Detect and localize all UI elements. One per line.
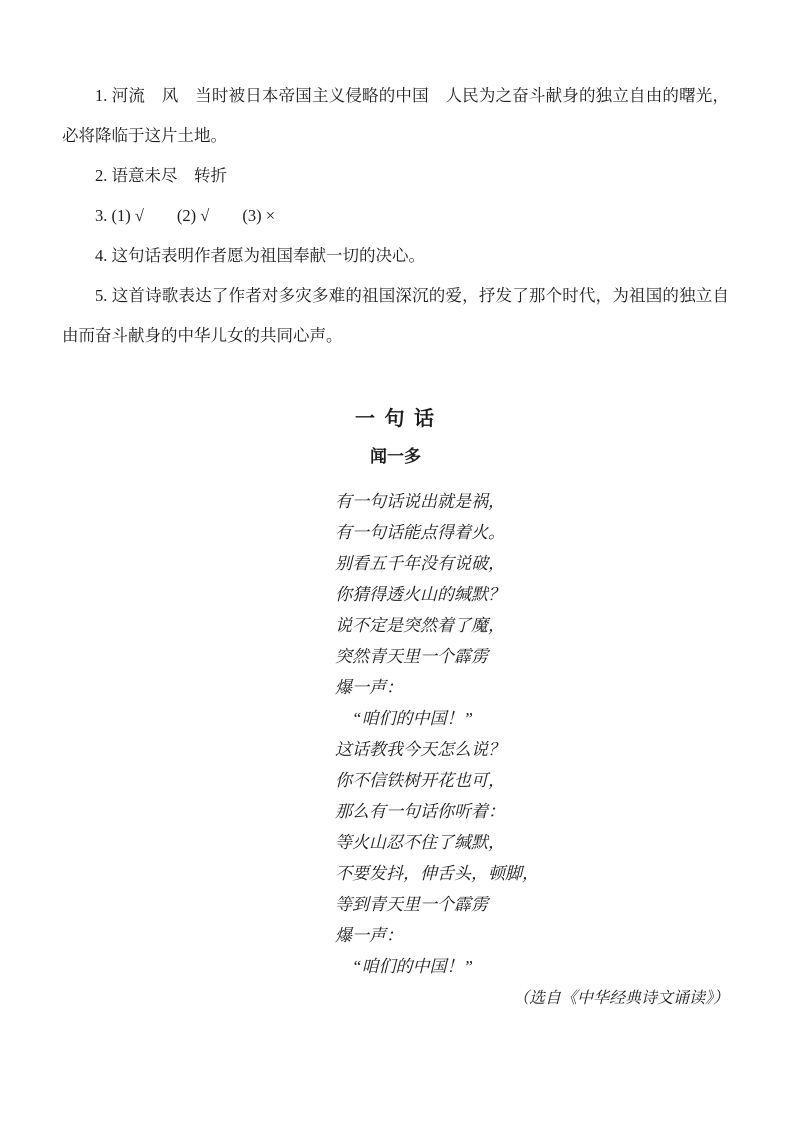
poem-line: 不要发抖，伸舌头，顿脚， bbox=[335, 864, 539, 883]
poem-line: 等火山忍不住了缄默， bbox=[335, 833, 505, 852]
poem-line: 你猜得透火山的缄默？ bbox=[335, 585, 505, 604]
poem-body bbox=[335, 486, 729, 982]
poem-line: 爆一声： bbox=[335, 678, 403, 697]
poem-line: 别看五千年没有说破， bbox=[335, 554, 505, 573]
poem-line: 有一句话能点得着火。 bbox=[335, 523, 505, 542]
answers-section bbox=[62, 76, 729, 356]
poem-attribution: （选自《中华经典诗文诵读》） bbox=[512, 990, 729, 1007]
answer-item-2: 2. 语意未尽 转折 bbox=[95, 166, 227, 185]
poem-line: 这话教我今天怎么说？ bbox=[335, 740, 505, 759]
answer-item-1: 1. 河流 风 当时被日本帝国主义侵略的中国 人民为之奋斗献身的独立自由的曙光，必将降临于这片土地。 bbox=[62, 86, 729, 145]
poem-author: 闻一多 bbox=[370, 447, 421, 466]
poem-line: 等到青天里一个霹雳 bbox=[335, 895, 488, 914]
poem-section bbox=[62, 404, 729, 1014]
answer-item-5: 5. 这首诗歌表达了作者对多灾多难的祖国深沉的爱，抒发了那个时代，为祖国的独立自由而奋斗献身的中华儿女的共同心声。 bbox=[62, 286, 729, 345]
poem-line: 你不信铁树开花也可， bbox=[335, 771, 505, 790]
poem-line-quote: “咱们的中国！” bbox=[335, 709, 473, 728]
poem-line: 爆一声： bbox=[335, 926, 403, 945]
poem-line-quote: “咱们的中国！” bbox=[335, 957, 473, 976]
poem-line: 那么有一句话你听着： bbox=[335, 802, 505, 821]
answer-item-4: 4. 这句话表明作者愿为祖国奉献一切的决心。 bbox=[95, 246, 425, 265]
poem-title: 一 句 话 bbox=[354, 408, 437, 430]
poem-line: 突然青天里一个霹雳 bbox=[335, 647, 488, 666]
answer-item-3: 3. (1) √ (2) √ (3) × bbox=[95, 206, 276, 225]
poem-line: 说不定是突然着了魔， bbox=[335, 616, 505, 635]
poem-line: 有一句话说出就是祸， bbox=[335, 492, 505, 511]
